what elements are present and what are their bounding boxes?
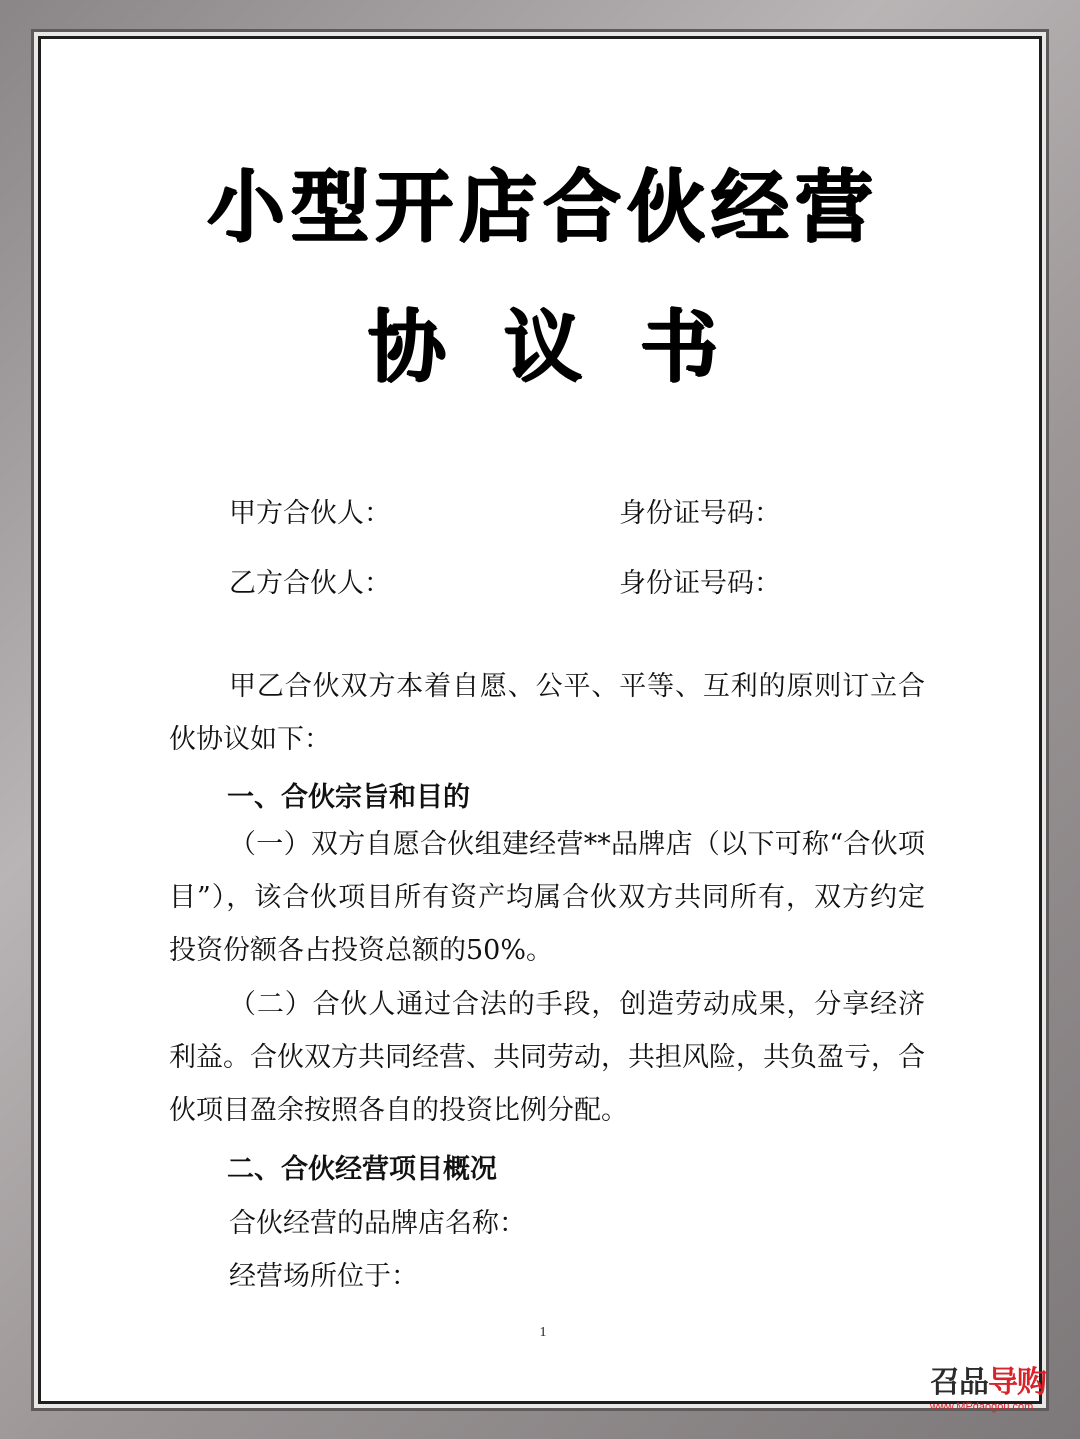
- party-a-label: 甲方合伙人：: [229, 498, 391, 529]
- section1-item2: （二）合伙人通过合法的手段，创造劳动成果，分享经济利益。合伙双方共同经营、共同劳动，共担风险，共负盈亏，合伙项目盈余按照各自的投资比例分配。: [169, 989, 925, 1126]
- section1-item1: （一）双方自愿合伙组建经营**品牌店（以下可称“合伙项目”），该合伙项目所有资产均属合伙双方共同所有，双方约定投资份额各占投资总额的50%。: [169, 829, 925, 966]
- section2-heading: 二、合伙经营项目概况: [227, 1154, 497, 1185]
- party-a-id-label: 身份证号码：: [619, 498, 781, 529]
- location-label: 经营场所位于：: [229, 1261, 418, 1292]
- party-b-id-label: 身份证号码：: [619, 568, 781, 599]
- watermark-logo-part1: 召品: [930, 1365, 988, 1400]
- watermark-logo: [930, 1366, 1060, 1418]
- watermark-url: www.MPdaogou.com: [930, 1401, 1034, 1413]
- page-number: 1: [539, 1325, 547, 1340]
- party-b-label: 乙方合伙人：: [229, 568, 391, 599]
- watermark-logo-text: [930, 1366, 1060, 1400]
- store-name-label: 合伙经营的品牌店名称：: [229, 1208, 526, 1239]
- watermark-logo-part2: 导购: [988, 1365, 1046, 1400]
- document-page: [38, 36, 1042, 1404]
- intro-paragraph: 甲乙合伙双方本着自愿、公平、平等、互利的原则订立合伙协议如下：: [169, 671, 925, 755]
- section1-heading: 一、合伙宗旨和目的: [227, 782, 470, 813]
- document-title-line1: 小型开店合伙经营: [206, 162, 879, 253]
- document-title-line2: 协议书: [367, 302, 776, 393]
